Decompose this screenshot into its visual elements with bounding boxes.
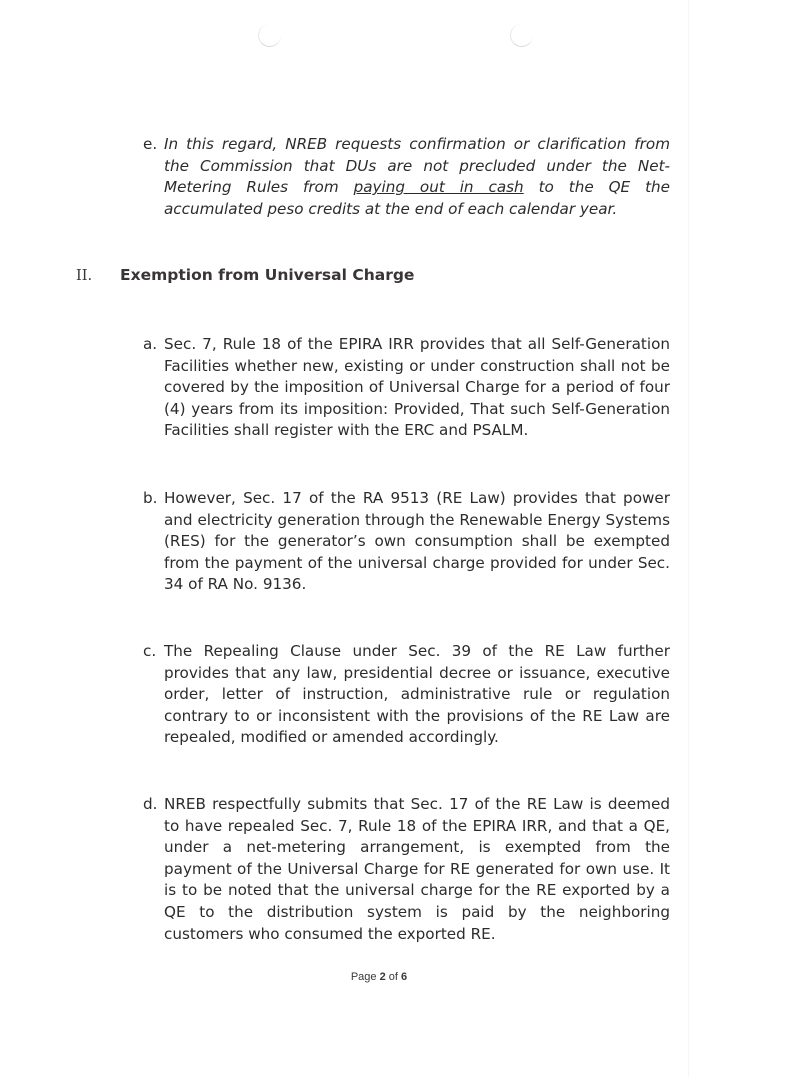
list-item-c — [143, 641, 670, 749]
page-separator: of — [385, 971, 402, 983]
item-marker: a. — [143, 335, 158, 353]
section-heading — [76, 264, 414, 287]
underlined-phrase: paying out in cash — [353, 178, 524, 197]
item-text — [164, 134, 670, 220]
page-footer — [0, 971, 758, 983]
item-text: Sec. 7, Rule 18 of the EPIRA IRR provides that all Self-Generation Facilities whether new, existing or under construction shall not be covered by the imposition of Universal Charge for a period of four (4) years from its imposition: Provided, That such Self-Generation Facilities shall register with the ERC and PSALM. — [164, 335, 670, 440]
punch-hole-mark — [258, 24, 281, 47]
item-marker: c. — [143, 642, 157, 660]
item-marker: e. — [143, 135, 158, 153]
item-text: The Repealing Clause under Sec. 39 of the RE Law further provides that any law, presidential decree or issuance, executive order, letter of instruction, administrative rule or regulation contrary to or inconsistent with the provisions of the RE Law are repealed, modified or amended accordingly. — [164, 642, 670, 747]
item-text-part: In this regard, NREB requests confirmation or clarification from the Commission that DUs are not precluded under the Net-Metering Rules from — [164, 135, 670, 197]
total-pages: 6 — [401, 971, 408, 983]
punch-hole-mark — [510, 24, 533, 47]
section-title: Exemption from Universal Charge — [120, 266, 415, 284]
list-item-d — [143, 794, 670, 945]
item-marker: d. — [143, 795, 158, 813]
current-page: 2 — [379, 971, 386, 983]
list-item-a — [143, 334, 670, 442]
list-item-e — [143, 134, 670, 220]
item-text-part: to the QE the accumulated peso credits at the end of each calendar year. — [164, 178, 670, 218]
scan-edge — [688, 0, 689, 1077]
item-text: However, Sec. 17 of the RA 9513 (RE Law) provides that power and electricity generation through the Renewable Energy Systems (RES) for the generator’s own consumption shall be exempted from the payment of the universal charge provided for under Sec. 34 of RA No. 9136. — [164, 489, 670, 594]
item-text: NREB respectfully submits that Sec. 17 of the RE Law is deemed to have repealed Sec. 7, Rule 18 of the EPIRA IRR, and that a QE, under a net-metering arrangement, is exempted from the payment of the Universal Charge for RE generated for own use. It is to be noted that the universal charge for the RE exported by a QE to the distribution system is paid by the neighboring customers who consumed the exported RE. — [164, 795, 670, 943]
list-item-b — [143, 488, 670, 596]
section-number: II. — [76, 268, 93, 284]
page-label: Page — [350, 971, 380, 983]
item-marker: b. — [143, 489, 158, 507]
